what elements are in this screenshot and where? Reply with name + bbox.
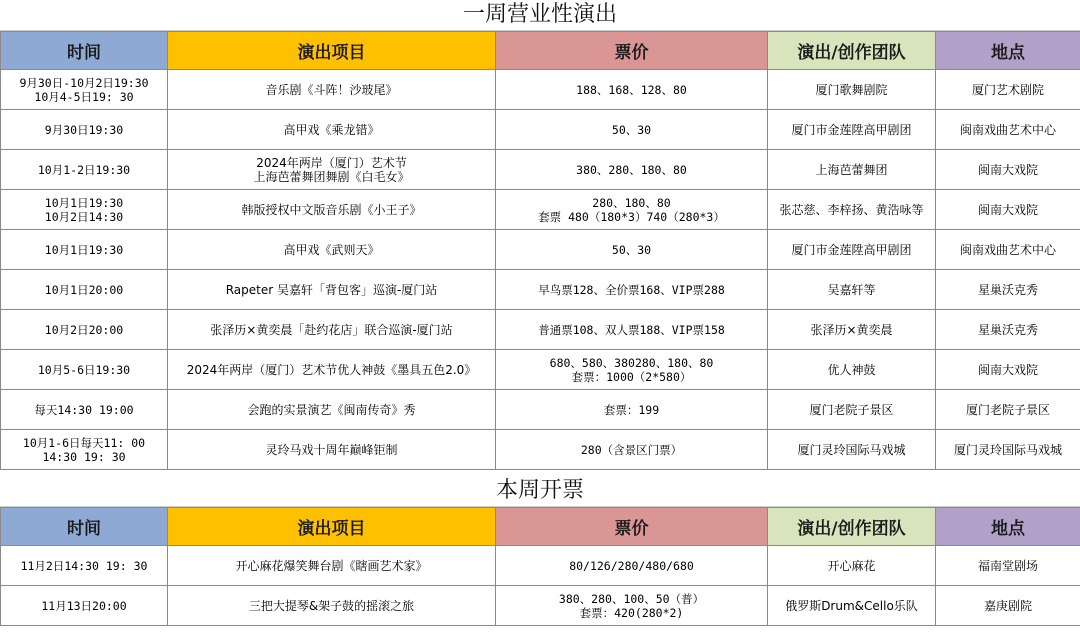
cell-team: 厦门老院子景区 [768, 390, 936, 430]
cell-time: 9月30日-10月2日19:30 10月4-5日19: 30 [1, 70, 168, 110]
cell-show: 高甲戏《武则天》 [168, 230, 496, 270]
weekly-shows-body [1, 70, 1080, 470]
column-header-price: 票价 [496, 32, 768, 70]
cell-venue: 闽南大戏院 [936, 150, 1080, 190]
cell-time: 11月13日20:00 [1, 586, 168, 626]
cell-team: 上海芭蕾舞团 [768, 150, 936, 190]
table-row [1, 310, 1080, 350]
cell-show: 高甲戏《乘龙错》 [168, 110, 496, 150]
cell-venue: 闽南大戏院 [936, 350, 1080, 390]
column-header-team: 演出/创作团队 [768, 32, 936, 70]
weekly-shows-table [0, 31, 1080, 470]
cell-price: 50、30 [496, 230, 768, 270]
table-header-row [1, 32, 1080, 70]
column-header-show: 演出项目 [168, 508, 496, 546]
cell-price: 80/126/280/480/680 [496, 546, 768, 586]
cell-show: 张泽历×黄奕晨「赴约花店」联合巡演-厦门站 [168, 310, 496, 350]
cell-team: 开心麻花 [768, 546, 936, 586]
cell-time: 10月1-2日19:30 [1, 150, 168, 190]
cell-team: 厦门市金莲陞高甲剧团 [768, 110, 936, 150]
cell-venue: 闽南戏曲艺术中心 [936, 230, 1080, 270]
cell-venue: 嘉庚剧院 [936, 586, 1080, 626]
table-row [1, 110, 1080, 150]
cell-team: 吴嘉轩等 [768, 270, 936, 310]
cell-team: 张芯慈、李梓扬、黄浩咏等 [768, 190, 936, 230]
table-row [1, 546, 1080, 586]
cell-venue: 星巢沃克秀 [936, 270, 1080, 310]
cell-time: 9月30日19:30 [1, 110, 168, 150]
column-header-venue: 地点 [936, 508, 1080, 546]
cell-team: 厦门歌舞剧院 [768, 70, 936, 110]
cell-show: 开心麻花爆笑舞台剧《瞎画艺术家》 [168, 546, 496, 586]
cell-time: 10月2日20:00 [1, 310, 168, 350]
cell-show: 韩版授权中文版音乐剧《小王子》 [168, 190, 496, 230]
cell-price: 188、168、128、80 [496, 70, 768, 110]
cell-venue: 闽南大戏院 [936, 190, 1080, 230]
column-header-team: 演出/创作团队 [768, 508, 936, 546]
table-row [1, 586, 1080, 626]
cell-show: 2024年两岸（厦门）艺术节优人神鼓《墨具五色2.0》 [168, 350, 496, 390]
cell-time: 10月1日19:30 [1, 230, 168, 270]
cell-venue: 星巢沃克秀 [936, 310, 1080, 350]
column-header-price: 票价 [496, 508, 768, 546]
cell-price: 280（含景区门票） [496, 430, 768, 470]
ticket-openings-body [1, 546, 1080, 626]
cell-team: 厦门灵玲国际马戏城 [768, 430, 936, 470]
cell-price: 套票：199 [496, 390, 768, 430]
cell-show: Rapeter 吴嘉轩「背包客」巡演-厦门站 [168, 270, 496, 310]
ticket-openings-table [0, 507, 1080, 626]
cell-price: 50、30 [496, 110, 768, 150]
column-header-time: 时间 [1, 508, 168, 546]
cell-price: 普通票108、双人票188、VIP票158 [496, 310, 768, 350]
table-header-row [1, 508, 1080, 546]
cell-show: 灵玲马戏十周年巅峰钜制 [168, 430, 496, 470]
cell-price: 早鸟票128、全价票168、VIP票288 [496, 270, 768, 310]
cell-time: 每天14:30 19:00 [1, 390, 168, 430]
cell-team: 优人神鼓 [768, 350, 936, 390]
table-row [1, 390, 1080, 430]
table-row [1, 270, 1080, 310]
table-row [1, 190, 1080, 230]
table-row [1, 150, 1080, 190]
table-row [1, 430, 1080, 470]
cell-team: 俄罗斯Drum&Cello乐队 [768, 586, 936, 626]
cell-time: 11月2日14:30 19: 30 [1, 546, 168, 586]
cell-time: 10月1日20:00 [1, 270, 168, 310]
table-row [1, 70, 1080, 110]
cell-price: 280、180、80 套票 480（180*3）740（280*3） [496, 190, 768, 230]
section-title-weekly-shows: 一周营业性演出 [0, 0, 1080, 31]
cell-time: 10月5-6日19:30 [1, 350, 168, 390]
cell-show: 三把大提琴&架子鼓的摇滚之旅 [168, 586, 496, 626]
table-row [1, 350, 1080, 390]
cell-team: 张泽历×黄奕晨 [768, 310, 936, 350]
table-row [1, 230, 1080, 270]
cell-venue: 厦门灵玲国际马戏城 [936, 430, 1080, 470]
cell-show: 会跑的实景演艺《闽南传奇》秀 [168, 390, 496, 430]
cell-price: 680、580、380280、180、80 套票：1000（2*580） [496, 350, 768, 390]
cell-venue: 厦门老院子景区 [936, 390, 1080, 430]
column-header-show: 演出项目 [168, 32, 496, 70]
column-header-time: 时间 [1, 32, 168, 70]
cell-venue: 厦门艺术剧院 [936, 70, 1080, 110]
cell-show: 音乐剧《斗阵！沙玻尾》 [168, 70, 496, 110]
cell-team: 厦门市金莲陞高甲剧团 [768, 230, 936, 270]
cell-time: 10月1-6日每天11: 00 14:30 19: 30 [1, 430, 168, 470]
cell-price: 380、280、100、50（普） 套票：420(280*2) [496, 586, 768, 626]
column-header-venue: 地点 [936, 32, 1080, 70]
cell-price: 380、280、180、80 [496, 150, 768, 190]
cell-show: 2024年两岸（厦门）艺术节 上海芭蕾舞团舞剧《白毛女》 [168, 150, 496, 190]
cell-venue: 闽南戏曲艺术中心 [936, 110, 1080, 150]
cell-time: 10月1日19:30 10月2日14:30 [1, 190, 168, 230]
cell-venue: 福南堂剧场 [936, 546, 1080, 586]
section-title-ticket-openings: 本周开票 [0, 476, 1080, 507]
